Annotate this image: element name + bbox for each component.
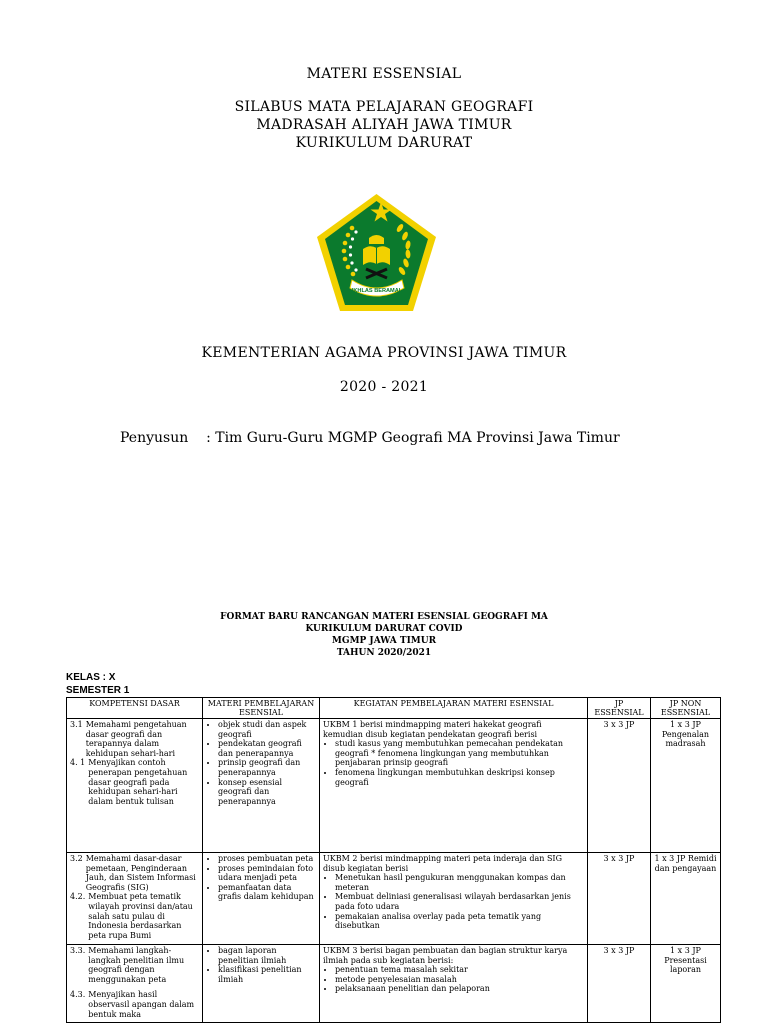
- title-line-2: MADRASAH ALIYAH JAWA TIMUR: [256, 117, 512, 133]
- list-item: • pendekatan geografi dan penerapannya: [218, 739, 316, 758]
- materi-cell: [203, 853, 320, 945]
- kd-cell: [67, 719, 203, 853]
- list-item: • klasifikasi penelitian ilmiah: [218, 965, 316, 984]
- logo-motto: IKHLAS BERAMAL: [351, 288, 403, 294]
- ministry-line: KEMENTERIAN AGAMA PROVINSI JAWA TIMUR: [201, 345, 567, 361]
- list-item: • pelaksanaan penelitian dan pelaporan: [335, 984, 584, 994]
- kd-text: Menyajikan hasil observasil apangan dalam bentuk maka: [88, 990, 195, 1019]
- list-item: • fenomena lingkungan membutuhkan deskripsi konsep geografi: [335, 768, 584, 787]
- jp-cell: 3 x 3 JP: [588, 719, 651, 853]
- list-item: • Membuat deliniasi generalisasi wilayah berdasarkan jenis pada foto udara: [335, 892, 584, 911]
- kd-item: [70, 758, 199, 806]
- jp-cell: 3 x 3 JP: [588, 945, 651, 1023]
- list-item: • konsep esensial geografi dan penerapannya: [218, 778, 316, 807]
- kd-text: Memahami dasar-dasar pemetaan, Penginderaan Jauh, dan Sistem Informasi Geografis (SIG): [85, 854, 196, 892]
- table-row: [67, 945, 721, 1023]
- kd-cell: [67, 945, 203, 1023]
- kd-number: 3.1: [70, 720, 83, 729]
- jp-non-cell: 1 x 3 JP Remidi dan pengayaan: [651, 853, 721, 945]
- kegiatan-intro: UKBM 1 berisi mindmapping materi hakekat geografi kemudian disub kegiatan pendekatan geografi berisi: [323, 720, 542, 739]
- header-materi: MATERI PEMBELAJARAN ESENSIAL: [203, 698, 320, 719]
- format-line-2: KURIKULUM DARURAT COVID: [305, 624, 463, 634]
- kegiatan-cell: [320, 853, 588, 945]
- document-heading: MATERI ESSENSIAL: [306, 66, 462, 82]
- list-item: • pemanfaatan data grafis dalam kehidupan: [218, 883, 316, 902]
- materi-cell: [203, 945, 320, 1023]
- header-kegiatan: KEGIATAN PEMBELAJARAN MATERI ESENSIAL: [320, 698, 588, 719]
- list-item: • studi kasus yang membutuhkan pemecahan pendekatan geografi * fenomena lingkungan yang membutuhkan penjabaran prinsip geografi: [335, 739, 584, 768]
- format-line-1: FORMAT BARU RANCANGAN MATERI ESENSIAL GEOGRAFI MA: [220, 612, 548, 622]
- kd-text: Memahami langkah-langkah penelitian ilmu geografi dengan menggunakan peta: [88, 946, 185, 984]
- title-line-1: SILABUS MATA PELAJARAN GEOGRAFI: [234, 99, 534, 115]
- list-item: • metode penyelesaian masalah: [335, 975, 584, 985]
- kegiatan-intro: UKBM 3 berisi bagan pembuatan dan bagian struktur karya ilmiah pada sub kegiatan berisi:: [323, 946, 568, 965]
- header-kompetensi: KOMPETENSI DASAR: [67, 698, 203, 719]
- kd-number: 4.3.: [70, 990, 86, 1000]
- header-jp-non: JP NON ESSENSIAL: [651, 698, 721, 719]
- kd-number: 3.2: [70, 854, 83, 863]
- list-item: • objek studi dan aspek geografi: [218, 720, 316, 739]
- author-line: [120, 430, 620, 446]
- kd-text: Memahami pengetahuan dasar geografi dan terapannya dalam kehidupan sehari-hari: [85, 720, 187, 758]
- kd-item: [70, 990, 199, 1019]
- author-value: : Tim Guru-Guru MGMP Geografi MA Provinsi Jawa Timur: [206, 430, 620, 446]
- jp-non-cell: 1 x 3 JP Pengenalan madrasah: [651, 719, 721, 853]
- jp-non-cell: 1 x 3 JP Presentasi laporan: [651, 945, 721, 1023]
- list-item: • proses pemindaian foto udara menjadi peta: [218, 864, 316, 883]
- kd-cell: [67, 853, 203, 945]
- kd-item: [70, 892, 199, 940]
- kegiatan-intro: UKBM 2 berisi mindmapping materi peta inderaja dan SIG disub kegiatan berisi: [323, 854, 562, 873]
- kd-text: Membuat peta tematik wilayah provinsi dan/atau salah satu pulau di Indonesia berdasarkan peta rupa Bumi: [88, 892, 193, 940]
- format-line-4: TAHUN 2020/2021: [336, 648, 432, 658]
- header-jp: JP ESSENSIAL: [588, 698, 651, 719]
- table-header-row: [67, 698, 721, 719]
- list-item: • bagan laporan penelitian ilmiah: [218, 946, 316, 965]
- kegiatan-cell: [320, 945, 588, 1023]
- kd-text: Menyajikan contoh penerapan pengetahuan dasar geografi pada kehidupan sehari-hari dalam bentuk tulisan: [88, 758, 188, 806]
- semester-label: SEMESTER 1: [66, 685, 130, 696]
- materi-cell: [203, 719, 320, 853]
- list-item: • pemakaian analisa overlay pada peta tematik yang disebutkan: [335, 912, 584, 931]
- list-item: • Menetukan hasil pengukuran menggunakan kompas dan meteran: [335, 873, 584, 892]
- list-item: • proses pembuatan peta: [218, 854, 316, 864]
- materi-table: [66, 697, 721, 1023]
- kegiatan-cell: [320, 719, 588, 853]
- kd-item: [70, 854, 199, 892]
- author-label: Penyusun: [120, 430, 189, 446]
- kd-number: 3.3.: [70, 946, 86, 955]
- kd-number: 4. 1: [70, 758, 86, 768]
- title-line-3: KURIKULUM DARURAT: [295, 135, 473, 151]
- format-line-3: MGMP JAWA TIMUR: [331, 636, 437, 646]
- kd-item: [70, 720, 199, 758]
- year-line: 2020 - 2021: [339, 379, 429, 395]
- kelas-label: KELAS : X: [66, 672, 116, 683]
- list-item: • prinsip geografi dan penerapannya: [218, 758, 316, 777]
- jp-cell: 3 x 3 JP: [588, 853, 651, 945]
- table-row: [67, 853, 721, 945]
- kemenag-logo: [314, 192, 439, 315]
- kd-item: [70, 946, 199, 984]
- kd-number: 4.2.: [70, 892, 86, 902]
- table-row: [67, 719, 721, 853]
- list-item: • penentuan tema masalah sekitar: [335, 965, 584, 975]
